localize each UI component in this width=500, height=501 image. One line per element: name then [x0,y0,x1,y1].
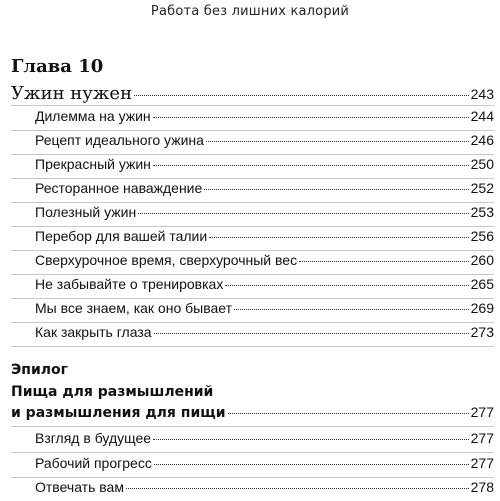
row-divider [11,154,494,155]
toc-entry-title: Ресторанное наваждение [35,180,203,196]
toc-entry [35,228,494,250]
toc-entry-title: Прекрасный ужин [35,156,151,172]
dot-leader [134,95,469,96]
toc-entry-title: Сверхурочное время, сверхурочный вес [35,252,298,268]
toc-entry [35,324,494,346]
toc-entry-title: Рецепт идеального ужина [35,132,204,148]
dot-leader [153,439,469,440]
page-number: 273 [470,324,494,340]
page-number: 260 [470,252,494,268]
page-number: 244 [470,108,494,124]
epilogue-title-line1: Пища для размышлений [11,384,214,400]
toc-entry [35,300,494,322]
dot-leader [154,464,469,465]
toc-entry [35,479,494,501]
dot-leader [126,488,469,489]
epilogue-label: Эпилог [11,362,68,378]
toc-entry-title: Не забывайте о тренировках [35,276,224,292]
row-divider [11,298,494,299]
dot-leader [204,189,468,190]
page-number: 277 [470,430,494,446]
dot-leader [225,285,468,286]
row-divider [11,226,494,227]
page-number: 253 [470,204,494,220]
dot-leader [228,413,469,414]
row-divider [11,452,494,453]
toc-entry-title: Дилемма на ужин [35,108,151,124]
toc-entry-title: Рабочий прогресс [35,455,152,471]
row-divider [11,322,494,323]
row-divider [11,426,494,427]
page-number: 246 [470,132,494,148]
chapter-title: Ужин нужен [11,83,133,104]
toc-entry-title: Полезный ужин [35,204,137,220]
chapter-title-entry [11,83,494,105]
dot-leader [153,117,469,118]
toc-entry-title: Взгляд в будущее [35,430,152,446]
dot-leader [153,165,469,166]
row-divider [11,274,494,275]
dot-leader [299,261,469,262]
page-number: 278 [470,479,494,495]
dot-leader [206,141,469,142]
page-number: 265 [470,276,494,292]
row-divider [11,202,494,203]
toc-entry-title: Перебор для вашей талии [35,228,208,244]
row-divider [11,130,494,131]
page-number: 269 [470,300,494,316]
toc-entry [35,180,494,202]
page-number: 252 [470,180,494,196]
toc-entry-title: Отвечать вам [35,479,124,495]
toc-entry [35,430,494,452]
row-divider [11,105,494,106]
toc-entry-title: Мы все знаем, как оно бывает [35,300,233,316]
dot-leader [154,333,469,334]
toc-entry [35,455,494,477]
toc-entry [35,108,494,130]
page-number: 250 [470,156,494,172]
row-divider [11,250,494,251]
row-divider [11,477,494,478]
row-divider [11,178,494,179]
row-divider [11,346,494,347]
dot-leader [234,309,469,310]
toc-entry [35,204,494,226]
page-number: 256 [470,228,494,244]
toc-entry [35,252,494,274]
toc-entry-title: Как закрыть глаза [35,324,152,340]
toc-entry [35,132,494,154]
dot-leader [209,237,468,238]
page-number: 277 [470,455,494,471]
dot-leader [138,213,468,214]
epilogue-title-entry [11,404,494,426]
running-header: Работа без лишних калорий [150,4,350,19]
toc-entry [35,276,494,298]
chapter-label: Глава 10 [11,56,104,77]
page-number: 243 [470,86,494,102]
epilogue-title-line2: и размышления для пищи [11,405,226,421]
toc-entry [35,156,494,178]
page-number: 277 [470,404,494,420]
